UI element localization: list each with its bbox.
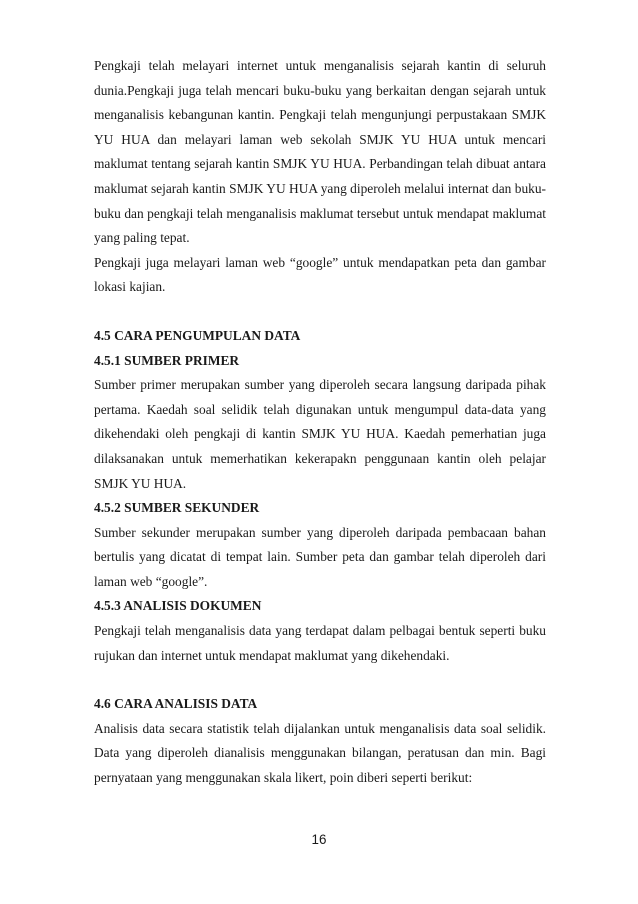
subheading-document-analysis: 4.5.3 ANALISIS DOKUMEN [94, 598, 262, 614]
section-heading-4-6: 4.6 CARA ANALISIS DATA [94, 696, 258, 712]
data-analysis-paragraph: Analisis data secara statistik telah dijalankan untuk menganalisis data soal selidik. Data yang diperoleh dianalisis menggunakan bilangan, peratusan dan min. Bagi pernyataan yang menggunakan skala likert, poin diberi seperti berikut: [94, 720, 546, 786]
document-analysis-paragraph: Pengkaji telah menganalisis data yang terdapat dalam pelbagai bentuk seperti buku rujukan dan internet untuk mendapat maklumat yang dikehendaki. [94, 623, 546, 663]
intro-paragraph: Pengkaji telah melayari internet untuk menganalisis sejarah kantin di seluruh dunia.Pengkaji juga telah mencari buku-buku yang berkaitan dengan sejarah untuk menganalisis kebangunan kantin. Pengkaji telah mengunjungi perpustakaan SMJK YU HUA dan melayari laman web sekolah SMJK YU HUA untuk mencari maklumat tentang sejarah kantin SMJK YU HUA. Perbandingan telah dibuat antara maklumat sejarah kantin SMJK YU HUA yang diperoleh melalui internat dan buku-buku dan pengkaji telah menganalisis maklumat tersebut untuk mendapat maklumat yang paling tepat. [94, 58, 546, 246]
document-page [94, 54, 546, 791]
subheading-secondary-source: 4.5.2 SUMBER SEKUNDER [94, 500, 260, 516]
spacer [94, 668, 546, 692]
google-paragraph: Pengkaji juga melayari laman web “google” untuk mendapatkan peta dan gambar lokasi kajian. [94, 254, 546, 295]
page-number: 16 [311, 832, 327, 847]
primary-source-paragraph: Sumber primer merupakan sumber yang diperoleh secara langsung daripada pihak pertama. Kaedah soal selidik telah digunakan untuk mengumpul data-data yang dikehendaki oleh pengkaji di kantin SMJK YU HUA. Kaedah pemerhatian juga dilaksanakan untuk memerhatikan kekerapakn penggunaan kantin oleh pelajar SMJK YU HUA. [94, 377, 546, 491]
subheading-primary-source: 4.5.1 SUMBER PRIMER [94, 352, 240, 368]
secondary-source-paragraph: Sumber sekunder merupakan sumber yang diperoleh daripada pembacaan bahan bertulis yang dicatat di tempat lain. Sumber peta dan gambar telah diperoleh dari laman web “google”. [94, 524, 546, 589]
section-heading-4-5: 4.5 CARA PENGUMPULAN DATA [94, 327, 301, 343]
spacer [94, 300, 546, 324]
